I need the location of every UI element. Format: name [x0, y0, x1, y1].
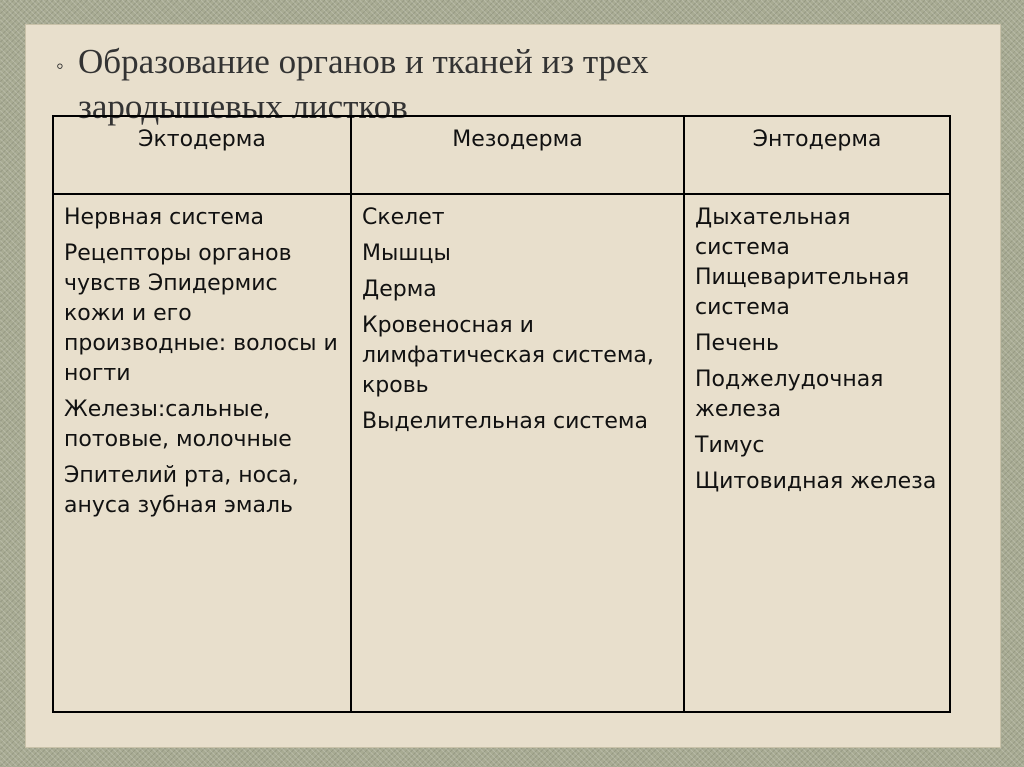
list-item: Дыхательная система Пищеварительная система	[695, 205, 910, 320]
table-header-row	[53, 116, 950, 194]
slide-title: Образование органов и тканей из трех зародышевых листков	[78, 42, 649, 126]
circle-bullet-icon: ◦	[56, 53, 64, 78]
list-item: Поджелудочная железа	[695, 367, 884, 422]
header-mesoderm: Мезодерма	[351, 116, 684, 194]
germ-layers-table	[52, 115, 951, 713]
list-item: Выделительная система	[362, 409, 648, 434]
header-ectoderm: Эктодерма	[53, 116, 351, 194]
list-item: Мышцы	[362, 241, 451, 266]
list-item: Рецепторы органов чувств Эпидермис кожи и его производные: волосы и ногти	[64, 241, 338, 386]
endoderm-cell	[684, 194, 950, 712]
mesoderm-cell	[351, 194, 684, 712]
ectoderm-cell	[53, 194, 351, 712]
list-item: Дерма	[362, 277, 437, 302]
list-item: Тимус	[695, 433, 765, 458]
list-item: Печень	[695, 331, 779, 356]
table-row	[53, 194, 950, 712]
list-item: Нервная система	[64, 205, 265, 230]
list-item: Скелет	[362, 205, 445, 230]
list-item: Железы:сальные, потовые, молочные	[64, 397, 292, 452]
list-item: Щитовидная железа	[695, 469, 937, 494]
list-item: Кровеносная и лимфатическая система, кровь	[362, 313, 654, 398]
list-item: Эпителий рта, носа, ануса зубная эмаль	[64, 463, 299, 518]
header-endoderm: Энтодерма	[684, 116, 950, 194]
